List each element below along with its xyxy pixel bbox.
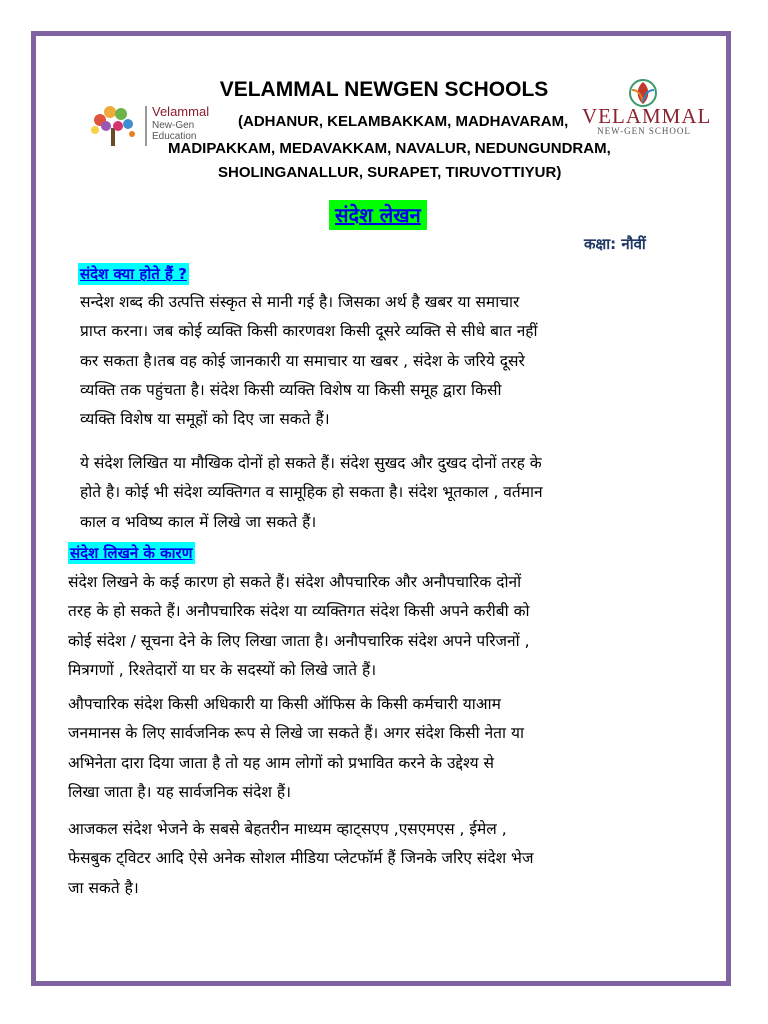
- text-line: व्यक्ति तक पहुंचता है। संदेश किसी व्यक्ति विशेष या किसी समूह द्वारा किसी: [80, 380, 502, 399]
- text-line: संदेश लिखने के कई कारण हो सकते हैं। संदेश औपचारिक और अनौपचारिक दोनों: [68, 573, 522, 591]
- text-line: कोई संदेश / सूचना देने के लिए लिखा जाता है। अनौपचारिक संदेश अपने परिजनों ,: [68, 631, 530, 650]
- section-heading-what-are-messages: संदेश क्या होते हैं ?: [80, 265, 187, 283]
- tree-logo-icon: [86, 102, 140, 148]
- text-line: जा सकते है।: [68, 878, 139, 897]
- document-title: संदेश लेखन: [329, 200, 427, 230]
- section1-paragraph-2: [80, 449, 543, 537]
- text-line: जनमानस के लिए सार्वजनिक रूप से लिखे जा सकते हैं। अगर संदेश किसी नेता या: [68, 724, 524, 743]
- text-line: मित्रगणों , रिश्तेदारों या घर के सदस्यों को लिखे जाते हैं।: [68, 660, 377, 679]
- class-label: कक्षा: नौवीं: [584, 235, 646, 253]
- address-line-1: (ADHANUR, KELAMBAKKAM, MADHAVARAM,: [238, 113, 569, 130]
- text-line: सन्देश शब्द की उत्पत्ति संस्कृत से मानी गई है। जिसका अर्थ है खबर या समाचार: [80, 293, 520, 311]
- section2-paragraph-2: [68, 690, 524, 807]
- text-line: होते है। कोई भी संदेश व्यक्तिगत व सामूहिक हो सकता है। संदेश भूतकाल , वर्तमान: [80, 483, 543, 502]
- text-line: अभिनेता दारा दिया जाता है तो यह आम लोगों को प्रभावित करने के उद्देश्य से: [68, 753, 494, 772]
- text-line: लिखा जाता है। यह सार्वजनिक संदेश हैं।: [68, 782, 291, 801]
- section-heading-reasons: संदेश लिखने के कारण: [70, 544, 193, 562]
- school-name: VELAMMAL NEWGEN SCHOOLS: [219, 78, 549, 101]
- text-line: औपचारिक संदेश किसी अधिकारी या किसी ऑफिस के किसी कर्मचारी याआम: [68, 695, 501, 713]
- logo-left-line3: Education: [152, 131, 197, 142]
- text-line: प्राप्त करना। जब कोई व्यक्ति किसी कारणवश किसी दूसरे व्यक्ति से सीधे बात नहीं: [80, 322, 538, 341]
- section1-paragraph-1: [80, 288, 538, 434]
- address-line-3: SHOLINGANALLUR, SURAPET, TIRUVOTTIYUR): [218, 164, 562, 181]
- section2-paragraph-3: [68, 815, 533, 903]
- logo-right-line1: VELAMMAL: [582, 104, 712, 128]
- text-line: आजकल संदेश भेजने के सबसे बेहतरीन माध्यम व्हाट्सएप ,एसएमएस , ईमेल ,: [68, 820, 507, 838]
- address-line-2: MADIPAKKAM, MEDAVAKKAM, NAVALUR, NEDUNGUNDRAM,: [168, 140, 611, 157]
- text-line: काल व भविष्य काल में लिखे जा सकते हैं।: [80, 512, 317, 531]
- text-line: ये संदेश लिखित या मौखिक दोनों हो सकते हैं। संदेश सुखद और दुखद दोनों तरह के: [80, 454, 542, 472]
- text-line: कर सकता है।तब वह कोई जानकारी या समाचार या खबर , संदेश के जरिये दूसरे: [80, 351, 525, 370]
- text-line: फेसबुक ट्विटर आदि ऐसे अनेक सोशल मीडिया प्लेटफॉर्म हैं जिनके जरिए संदेश भेज: [68, 849, 534, 868]
- logo-right-line2: NEW-GEN SCHOOL: [597, 126, 691, 136]
- section2-paragraph-1: [68, 568, 530, 685]
- logo-divider: [145, 106, 147, 146]
- logo-left-line1: Velammal: [152, 104, 210, 119]
- text-line: व्यक्ति विशेष या समूहों को दिए जा सकते हैं।: [80, 410, 330, 429]
- logo-left-line2: New-Gen: [152, 120, 195, 131]
- text-line: तरह के हो सकते हैं। अनौपचारिक संदेश या व्यक्तिगत संदेश किसी अपने करीबी को: [68, 602, 530, 621]
